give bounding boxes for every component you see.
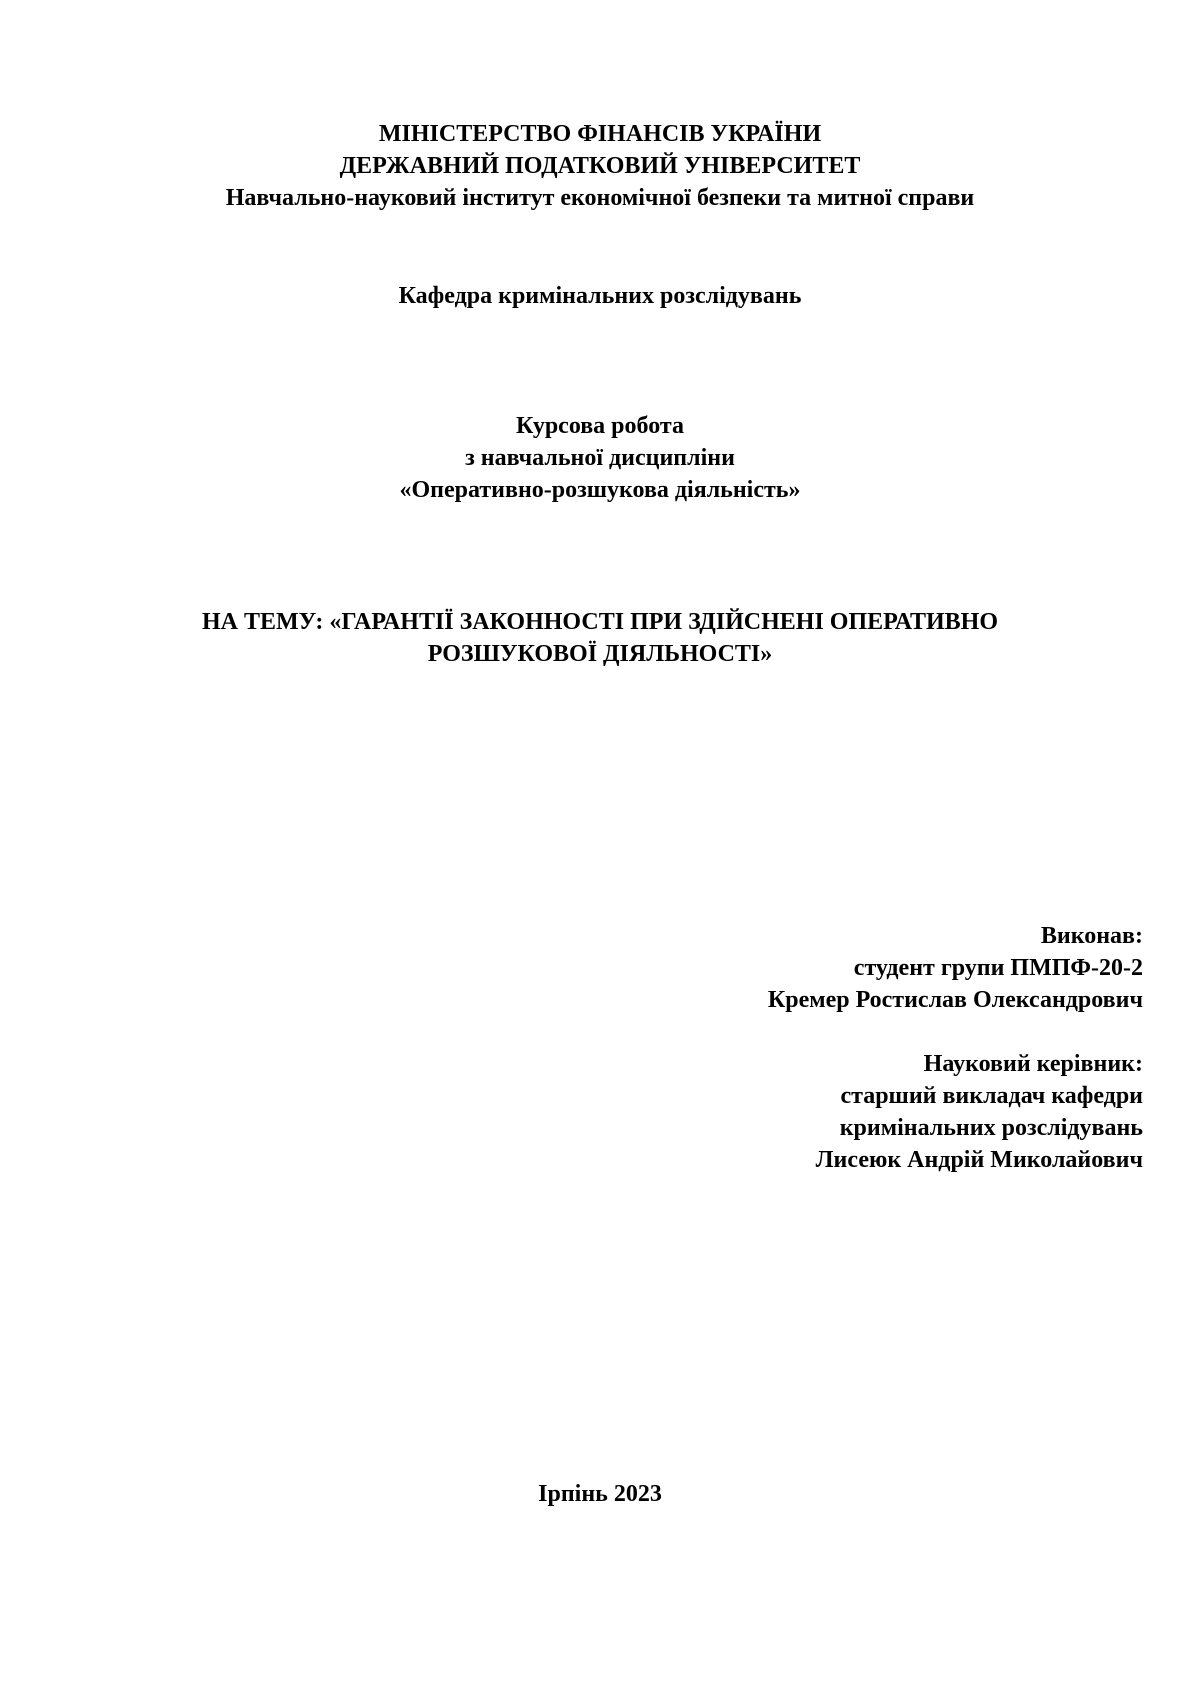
work-type: Курсова робота — [516, 413, 684, 439]
supervisor-position-line-2: кримінальних розслідувань — [839, 1115, 1143, 1141]
institute-heading: Навчально-науковий інститут економічної безпеки та митної справи — [225, 185, 975, 211]
university-heading: ДЕРЖАВНИЙ ПОДАТКОВИЙ УНІВЕРСИТЕТ — [339, 153, 861, 179]
supervisor-name: Лисеюк Андрій Миколайович — [815, 1147, 1143, 1173]
city-year: Ірпінь 2023 — [538, 1481, 662, 1507]
supervisor-position-line-1: старший викладач кафедри — [840, 1083, 1143, 1109]
ministry-heading: МІНІСТЕРСТВО ФІНАНСІВ УКРАЇНИ — [378, 121, 822, 147]
topic-line-1: НА ТЕМУ: «ГАРАНТІЇ ЗАКОННОСТІ ПРИ ЗДІЙСНЕНІ ОПЕРАТИВНО — [202, 609, 998, 635]
author-group: студент групи ПМПФ-20-2 — [853, 955, 1143, 981]
department-heading: Кафедра кримінальних розслідувань — [398, 283, 802, 309]
author-name: Кремер Ростислав Олександрович — [767, 987, 1143, 1013]
author-label: Виконав: — [1040, 923, 1143, 949]
discipline-name: «Оперативно-розшукова діяльність» — [399, 477, 801, 503]
discipline-prefix: з навчальної дисципліни — [465, 445, 735, 471]
supervisor-label: Науковий керівник: — [923, 1051, 1143, 1077]
topic-line-2: РОЗШУКОВОЇ ДІЯЛЬНОСТІ» — [427, 641, 773, 667]
